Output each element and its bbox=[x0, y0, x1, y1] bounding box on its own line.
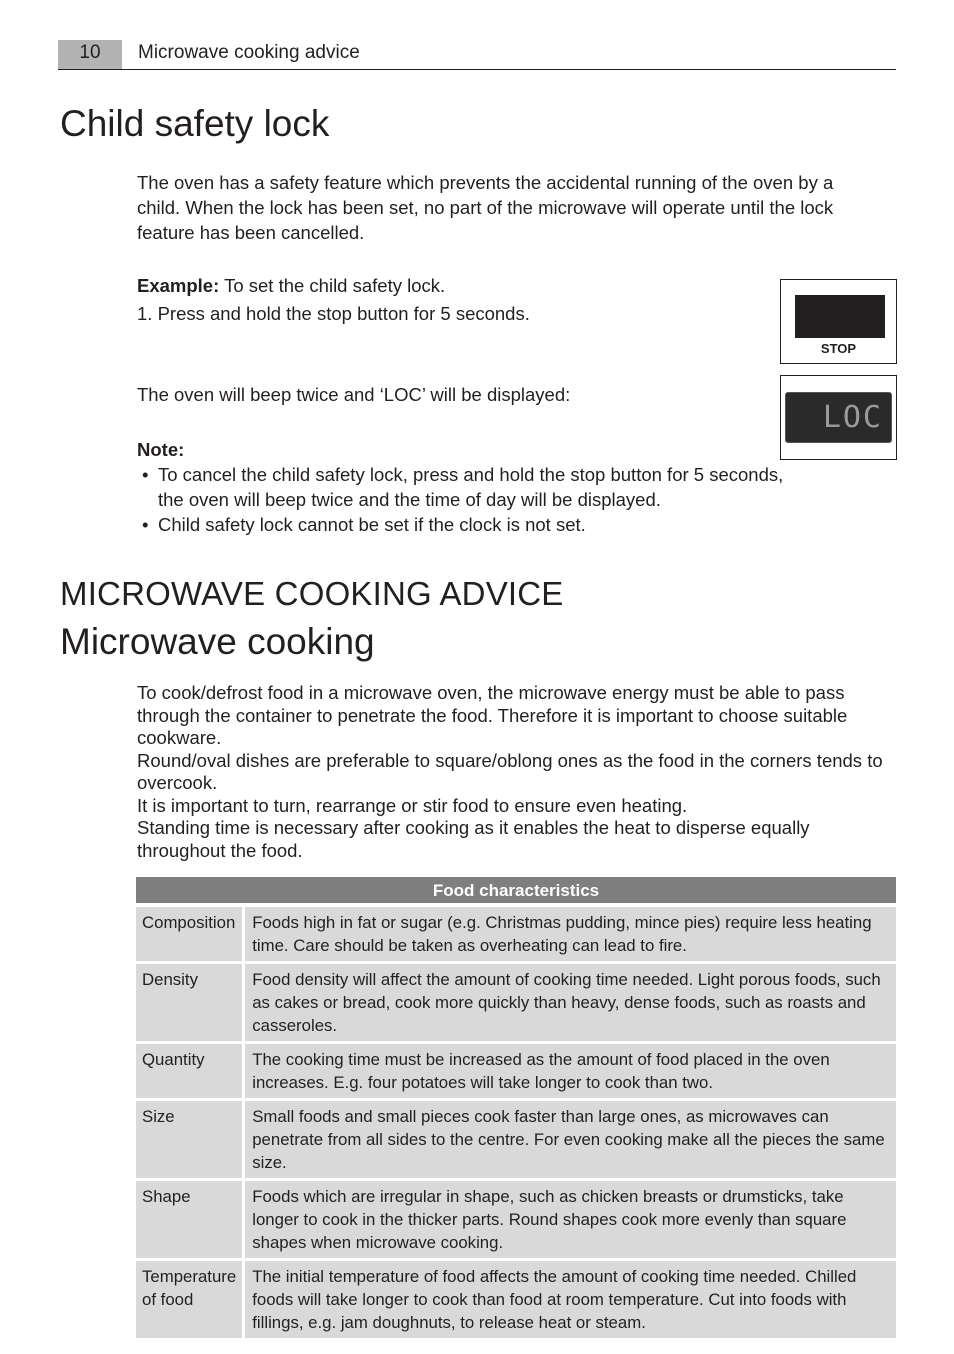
row-label: Composition bbox=[136, 905, 244, 963]
row-label: Density bbox=[136, 963, 244, 1043]
paragraph: It is important to turn, rearrange or stir food to ensure even heating. bbox=[137, 794, 688, 816]
row-label: Temperature of food bbox=[136, 1260, 244, 1340]
row-description: Foods which are irregular in shape, such as chicken breasts or drumsticks, take longer to cook in the thicker parts. Round shapes cook more evenly than square shapes when microwave cooking. bbox=[244, 1180, 896, 1260]
row-description: Small foods and small pieces cook faster than large ones, as microwaves can penetrate from all sides to the centre. For even cooking make all the pieces the same size. bbox=[244, 1100, 896, 1180]
note-label: Note: bbox=[137, 439, 185, 460]
lcd-display-text: LOC bbox=[822, 400, 883, 435]
row-label: Quantity bbox=[136, 1043, 244, 1100]
note-item: • To cancel the child safety lock, press and hold the stop button for 5 seconds, the oven will beep twice and the time of day will be displayed. bbox=[140, 462, 800, 512]
note-item: • Child safety lock cannot be set if the clock is not set. bbox=[140, 512, 800, 537]
child-safety-lock-heading: Child safety lock bbox=[60, 103, 330, 144]
example-label: Example: bbox=[137, 275, 220, 296]
page-number: 10 bbox=[58, 40, 122, 69]
row-description: The initial temperature of food affects the amount of cooking time needed. Chilled foods will take longer to cook than food at room temperature. Cut into foods with fillings, e.g. jam doughnuts, to release heat or steam. bbox=[244, 1260, 896, 1340]
row-description: Foods high in fat or sugar (e.g. Christmas pudding, mince pies) require less heating time. Care should be taken as overheating can lead to fire. bbox=[244, 905, 896, 963]
row-label: Size bbox=[136, 1100, 244, 1180]
microwave-cooking-text bbox=[137, 682, 889, 862]
table-row bbox=[136, 1180, 896, 1260]
row-description: The cooking time must be increased as the amount of food placed in the oven increases. E.g. four potatoes will take longer to cook than two. bbox=[244, 1043, 896, 1100]
food-characteristics-table bbox=[136, 877, 896, 1341]
beep-text: The oven will beep twice and ‘LOC’ will be displayed: bbox=[137, 384, 571, 405]
row-label: Shape bbox=[136, 1180, 244, 1260]
page-header bbox=[58, 40, 896, 70]
paragraph: Standing time is necessary after cooking as it enables the heat to disperse equally throughout the food. bbox=[137, 817, 810, 861]
running-header-title: Microwave cooking advice bbox=[138, 42, 360, 63]
microwave-cooking-heading: Microwave cooking bbox=[60, 621, 375, 662]
table-row bbox=[136, 963, 896, 1043]
table-row bbox=[136, 1100, 896, 1180]
child-lock-intro: The oven has a safety feature which prevents the accidental running of the oven by a child. When the lock has been set, no part of the microwave will operate until the lock feature has been cancelled. bbox=[137, 172, 834, 243]
step-1: 1. Press and hold the stop button for 5 seconds. bbox=[137, 303, 530, 324]
lcd-display bbox=[785, 392, 892, 443]
table-row bbox=[136, 905, 896, 963]
stop-button-figure bbox=[780, 279, 897, 364]
row-description: Food density will affect the amount of cooking time needed. Light porous foods, such as cakes or bread, cook more quickly than heavy, dense foods, such as roasts and casseroles. bbox=[244, 963, 896, 1043]
stop-button-label: STOP bbox=[820, 341, 857, 356]
example-line bbox=[137, 273, 757, 298]
paragraph: Round/oval dishes are preferable to square/oblong ones as the food in the corners tends to overcook. bbox=[137, 749, 883, 793]
loc-display-figure bbox=[780, 375, 897, 460]
paragraph: To cook/defrost food in a microwave oven, the microwave energy must be able to pass through the container to penetrate the food. Therefore it is important to choose suitable cookware. bbox=[137, 682, 848, 748]
stop-button-face bbox=[795, 295, 885, 338]
section-heading: MICROWAVE COOKING ADVICE bbox=[60, 575, 564, 612]
table-row bbox=[136, 1043, 896, 1100]
note-list bbox=[140, 462, 800, 537]
table-header-row bbox=[136, 877, 896, 905]
example-text: To set the child safety lock. bbox=[219, 275, 446, 296]
table-header: Food characteristics bbox=[136, 877, 896, 905]
table-row bbox=[136, 1260, 896, 1340]
